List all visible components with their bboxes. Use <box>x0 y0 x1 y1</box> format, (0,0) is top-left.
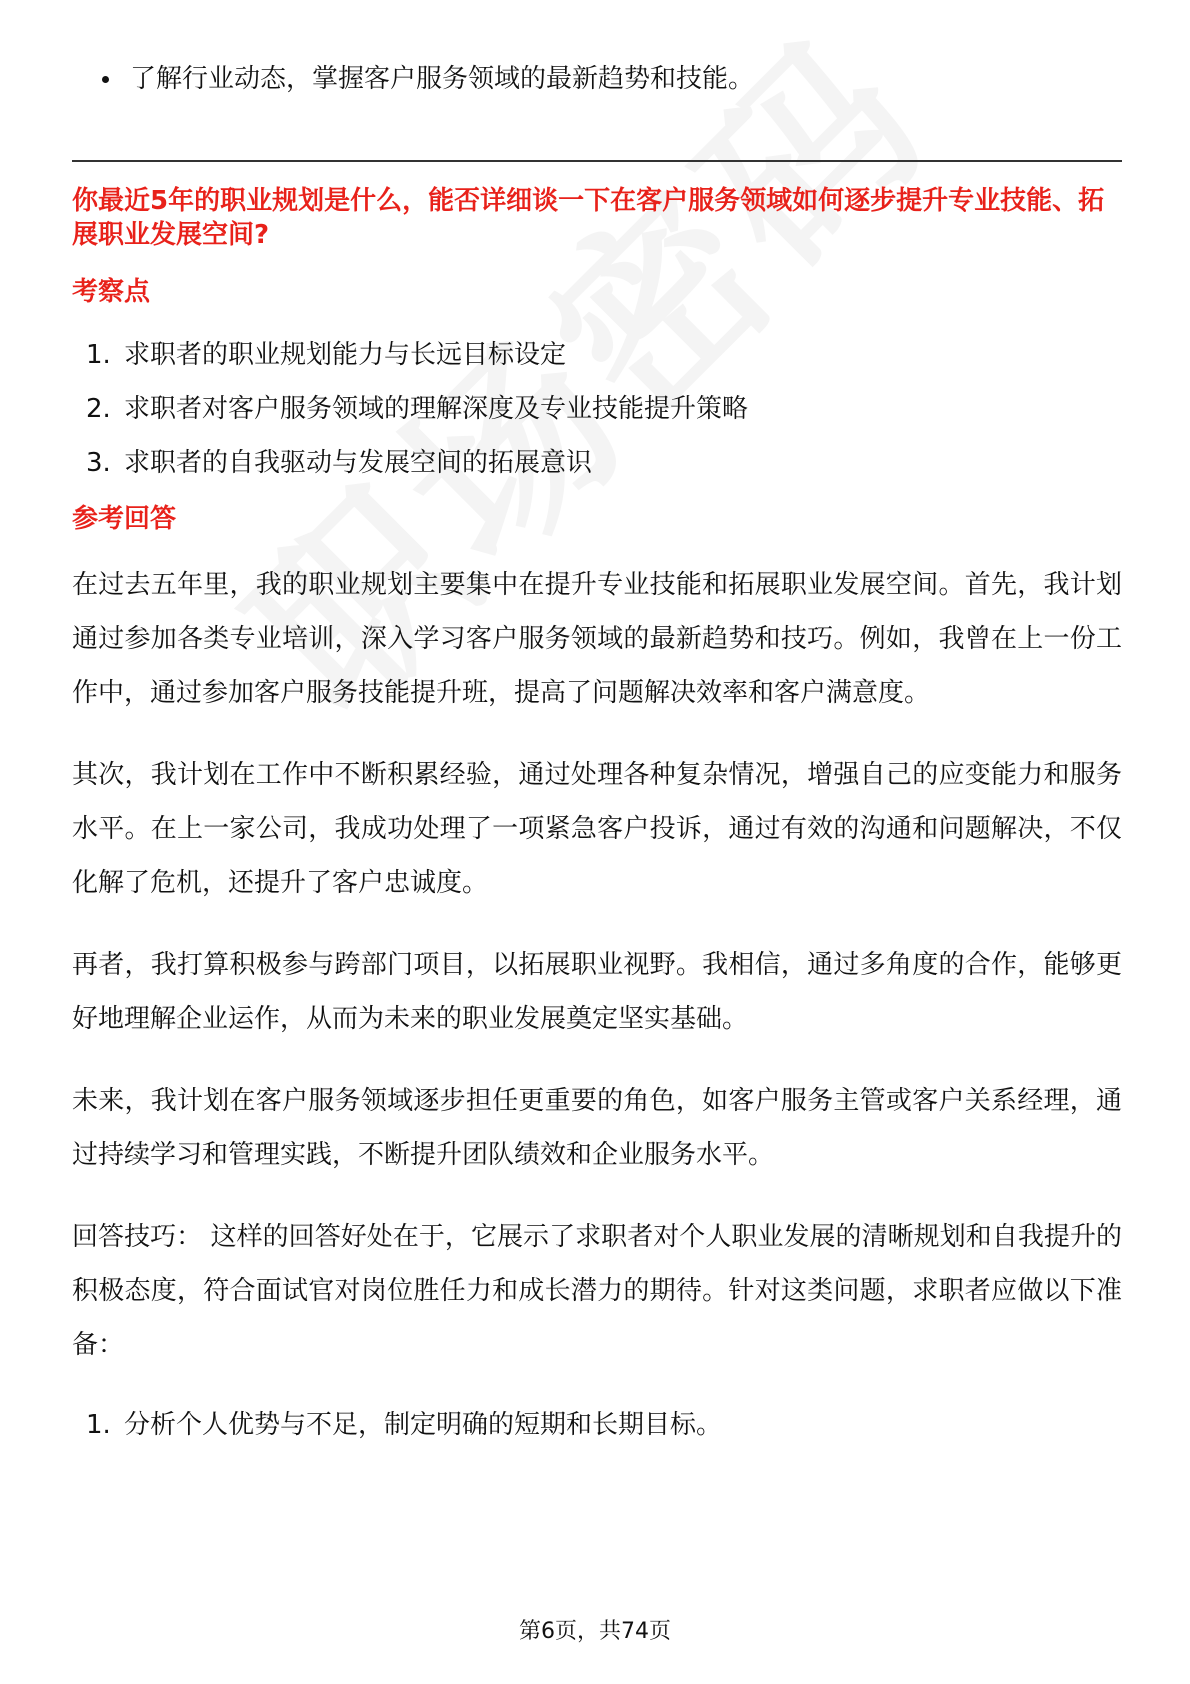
kaocha-list-item <box>72 336 1122 374</box>
answer-paragraph: 未来，我计划在客户服务领域逐步担任更重要的角色，如客户服务主管或客户关系经理，通过持续学习和管理实践，不断提升团队绩效和企业服务水平。 <box>72 1086 1122 1170</box>
top-bullet-list <box>72 60 1122 98</box>
answer-tips-paragraph: 回答技巧： 这样的回答好处在于，它展示了求职者对个人职业发展的清晰规划和自我提升的积极态度，符合面试官对岗位胜任力和成长潜力的期待。针对这类问题，求职者应做以下准备： <box>72 1222 1122 1360</box>
bullet-dot-icon <box>102 76 109 83</box>
list-item-text: 求职者对客户服务领域的理解深度及专业技能提升策略 <box>124 394 749 424</box>
list-number: 3. <box>86 448 111 478</box>
prep-list-item <box>72 1406 1122 1444</box>
prep-list <box>72 1406 1122 1444</box>
answer-paragraph: 其次，我计划在工作中不断积累经验，通过处理各种复杂情况，增强自己的应变能力和服务水平。在上一家公司，我成功处理了一项紧急客户投诉，通过有效的沟通和问题解决，不仅化解了危机，还提升了客户忠诚度。 <box>72 760 1122 898</box>
kaocha-list-item <box>72 444 1122 482</box>
kaocha-heading: 考察点 <box>72 277 151 307</box>
kaocha-list <box>72 336 1122 482</box>
page-content <box>72 60 1122 1444</box>
question-heading: 你最近5年的职业规划是什么，能否详细谈一下在客户服务领域如何逐步提升专业技能、拓展职业发展空间? <box>72 186 1105 250</box>
answer-paragraph: 在过去五年里，我的职业规划主要集中在提升专业技能和拓展职业发展空间。首先，我计划通过参加各类专业培训，深入学习客户服务领域的最新趋势和技巧。例如，我曾在上一份工作中，通过参加客户服务技能提升班，提高了问题解决效率和客户满意度。 <box>72 570 1122 708</box>
page-footer: 第6页，共74页 <box>519 1619 671 1644</box>
kaocha-list-item <box>72 390 1122 428</box>
list-number: 1. <box>86 340 111 370</box>
bullet-item <box>72 60 1122 98</box>
cankao-heading: 参考回答 <box>72 504 177 534</box>
list-number: 1. <box>86 1410 111 1440</box>
list-item-text: 求职者的职业规划能力与长远目标设定 <box>124 340 567 370</box>
list-item-text: 分析个人优势与不足，制定明确的短期和长期目标。 <box>124 1410 723 1440</box>
list-number: 2. <box>86 394 111 424</box>
list-item-text: 求职者的自我驱动与发展空间的拓展意识 <box>124 448 593 478</box>
answer-paragraph: 再者，我打算积极参与跨部门项目，以拓展职业视野。我相信，通过多角度的合作，能够更好地理解企业运作，从而为未来的职业发展奠定坚实基础。 <box>72 950 1122 1034</box>
bullet-item-text: 了解行业动态，掌握客户服务领域的最新趋势和技能。 <box>130 64 755 94</box>
section-divider <box>72 160 1122 162</box>
